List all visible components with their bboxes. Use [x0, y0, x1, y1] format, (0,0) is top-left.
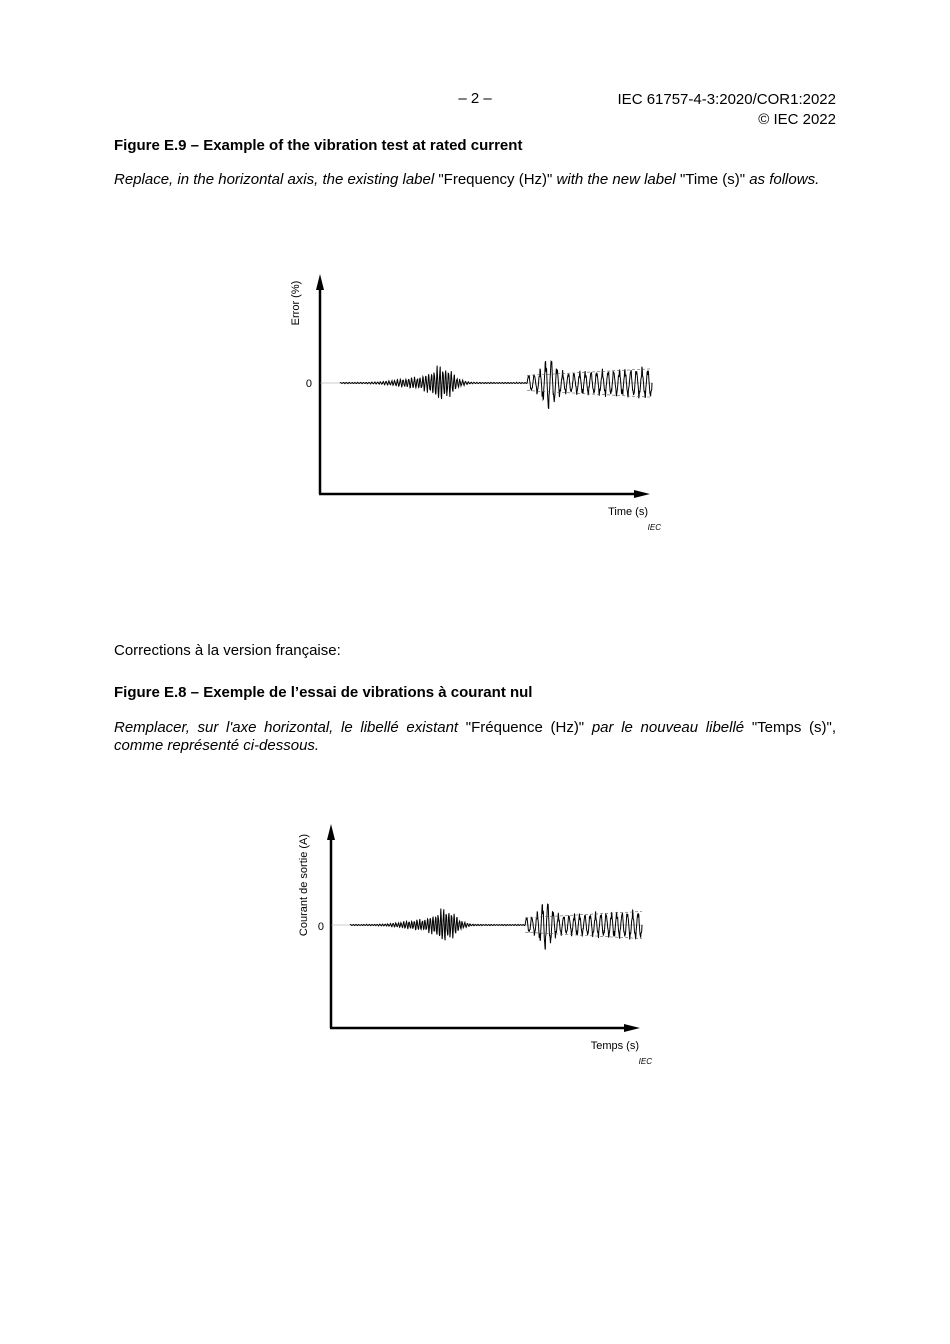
- signal-waveform: [340, 361, 652, 409]
- signal-waveform: [350, 904, 642, 949]
- x-axis-label: Time (s): [608, 506, 648, 518]
- y-axis-arrow: [327, 824, 335, 840]
- y-axis-arrow: [316, 274, 324, 290]
- y-axis-label: Error (%): [290, 280, 302, 326]
- y-axis-label: Courant de sortie (A): [298, 833, 310, 937]
- figure-e9-title: Figure E.9 – Example of the vibration test at rated current: [114, 137, 523, 154]
- copyright-text: © IEC 2022: [758, 111, 836, 128]
- figure-e8-title: Figure E.8 – Exemple de l’essai de vibrations à courant nul: [114, 684, 533, 701]
- old-label: "Frequency (Hz)": [434, 171, 557, 188]
- chart-e8: [298, 824, 652, 1066]
- instruction-text: comme représenté ci-dessous.: [114, 737, 320, 754]
- y-tick-zero: 0: [317, 921, 324, 933]
- doc-reference-text: IEC 61757-4-3:2020/COR1:2022: [617, 91, 836, 108]
- page-number: – 2 –: [458, 90, 492, 107]
- y-tick-zero: 0: [305, 378, 312, 390]
- iec-watermark: IEC: [638, 1057, 652, 1066]
- x-axis-arrow: [624, 1024, 640, 1032]
- new-label: "Temps (s)",: [744, 719, 836, 736]
- x-axis-label: Temps (s): [590, 1040, 639, 1052]
- chart-e9: [290, 274, 661, 532]
- old-label: "Fréquence (Hz)": [458, 719, 592, 736]
- instruction-text: Remplacer, sur l'axe horizontal, le libellé existant: [114, 719, 459, 736]
- french-corrections-heading: Corrections à la version française:: [114, 642, 341, 659]
- new-label: "Time (s)": [675, 171, 750, 188]
- x-axis-arrow: [634, 490, 650, 498]
- instruction-text: as follows.: [749, 171, 820, 188]
- instruction-text: with the new label: [556, 171, 676, 188]
- instruction-text: Replace, in the horizontal axis, the existing label: [114, 171, 435, 188]
- iec-watermark: IEC: [647, 523, 661, 532]
- instruction-text: par le nouveau libellé: [591, 719, 745, 736]
